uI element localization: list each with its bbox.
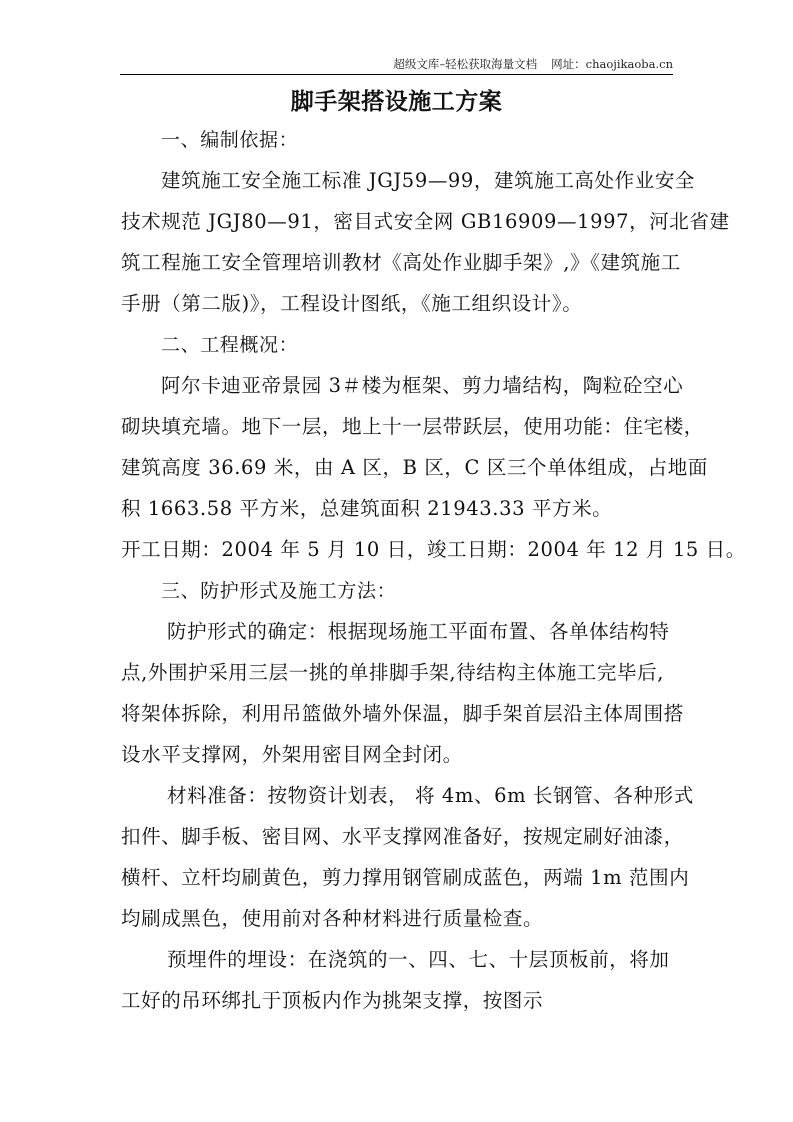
body-line: 开工日期：2004 年 5 月 10 日，竣工日期：2004 年 12 月 15 日。 [121, 538, 746, 561]
section-heading-2: 二、工程概况： [161, 334, 299, 356]
section-heading-3: 三、防护形式及施工方法： [161, 580, 397, 602]
body-line: 阿尔卡迪亚帝景园 3＃楼为框架、剪力墙结构，陶粒砼空心 [161, 374, 684, 397]
body-line: 技术规范 JGJ80—91，密目式安全网 GB16909—1997，河北省建 [121, 210, 730, 233]
body-line: 均刷成黑色，使用前对各种材料进行质量检查。 [121, 907, 544, 930]
body-line: 将架体拆除，利用吊篮做外墙外保温，脚手架首层沿主体周围搭 [121, 702, 684, 725]
body-line: 筑工程施工安全管理培训教材《高处作业脚手架》,》《建筑施工 [121, 251, 681, 274]
body-line: 防护形式的确定：根据现场施工平面布置、各单体结构特 [167, 620, 670, 643]
body-line: 砌块填充墙。地下一层，地上十一层带跃层，使用功能：住宅楼， [121, 415, 704, 438]
header-url[interactable]: chaojikaoba.cn [585, 57, 673, 71]
page-header [120, 52, 673, 75]
section-heading-1: 一、编制依据： [161, 129, 299, 151]
body-line: 手册（第二版)》，工程设计图纸，《施工组织设计》。 [121, 292, 583, 315]
body-line: 工好的吊环绑扎于顶板内作为挑架支撑，按图示 [121, 989, 544, 1012]
body-line: 横杆、立杆均刷黄色，剪力撑用钢管刷成蓝色，两端 1m 范围内 [121, 866, 690, 889]
header-text [393, 56, 673, 72]
body-line: 材料准备：按物资计划表， 将 4m、6m 长钢管、各种形式 [167, 784, 694, 807]
header-site-text: 超级文库–轻松获取海量文档 [393, 57, 538, 71]
body-line: 点,外围护采用三层一挑的单排脚手架,待结构主体施工完毕后, [121, 661, 664, 684]
body-line: 设水平支撑网，外架用密目网全封闭。 [121, 743, 463, 766]
header-url-label: 网址： [551, 57, 586, 71]
body-line: 建筑高度 36.69 米，由 A 区，B 区，C 区三个单体组成，占地面 [121, 456, 708, 479]
body-line: 扣件、脚手板、密目网、水平支撑网准备好，按规定刷好油漆， [121, 825, 684, 848]
body-line: 积 1663.58 平方米，总建筑面积 21943.33 平方米。 [121, 497, 613, 520]
document-title: 脚手架搭设施工方案 [290, 89, 503, 115]
body-line: 预埋件的埋设：在浇筑的一、四、七、十层顶板前，将加 [167, 948, 670, 971]
body-line: 建筑施工安全施工标准 JGJ59—99，建筑施工高处作业安全 [161, 169, 696, 192]
